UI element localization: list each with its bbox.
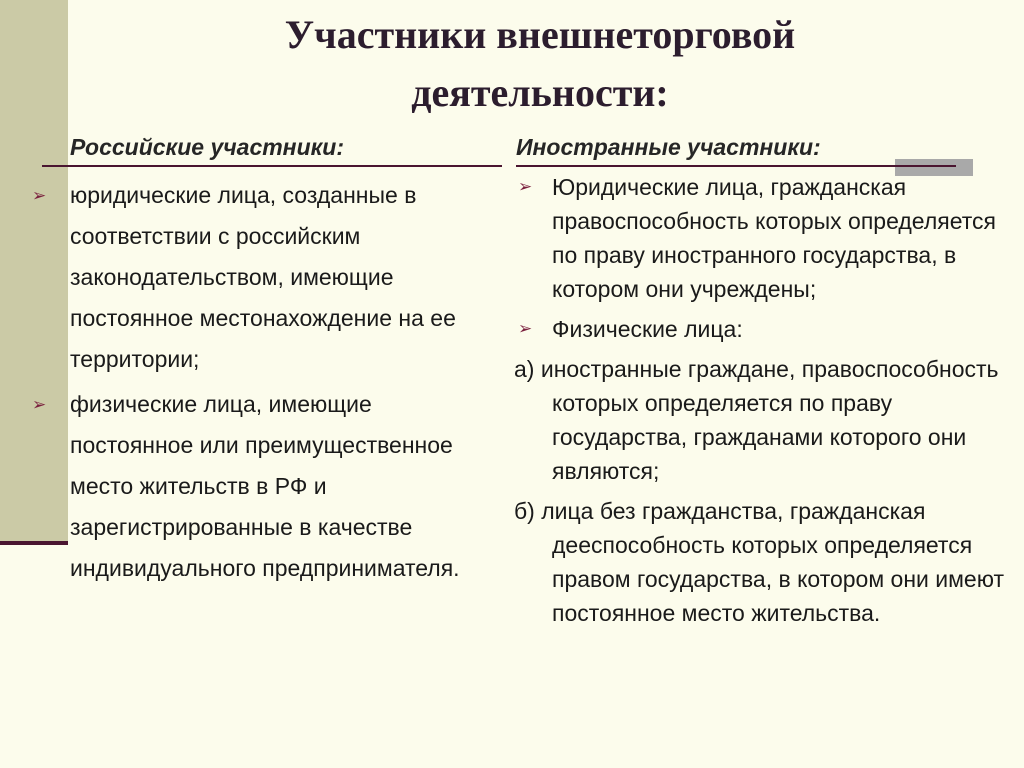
slide-title bbox=[150, 6, 930, 122]
russian-participants-heading: Российские участники: bbox=[70, 134, 344, 160]
list-item-text: а) иностранные граждане, правоспособность которых определяется по праву государства, гражданами которого они являются; bbox=[514, 356, 999, 484]
list-item bbox=[30, 175, 500, 380]
list-item bbox=[514, 494, 1014, 630]
list-item-text: юридические лица, созданные в соответствии с российским законодательством, имеющие постоянное местонахождение на ее территории; bbox=[70, 182, 456, 372]
arrow-bullet-icon: ➢ bbox=[518, 177, 533, 196]
foreign-participants-heading: Иностранные участники: bbox=[516, 134, 821, 160]
foreign-participants-list bbox=[514, 170, 1014, 636]
list-item-text: Физические лица: bbox=[552, 316, 743, 342]
list-item-text: физические лица, имеющие постоянное или преимущественное место жительств в РФ и зарегистрированные в качестве индивидуального предпринимателя. bbox=[70, 391, 460, 581]
arrow-bullet-icon: ➢ bbox=[32, 186, 47, 205]
arrow-bullet-icon: ➢ bbox=[32, 395, 47, 414]
list-item-text: б) лица без гражданства, гражданская дееспособность которых определяется правом государства, в котором они имеют постоянное место жительства. bbox=[514, 498, 1005, 626]
left-heading-rule bbox=[42, 165, 502, 167]
title-line-2: деятельности: bbox=[411, 70, 669, 115]
list-item bbox=[514, 312, 1014, 346]
title-line-1: Участники внешнеторговой bbox=[284, 12, 796, 57]
arrow-bullet-icon: ➢ bbox=[518, 319, 533, 338]
right-heading-rule bbox=[516, 165, 956, 167]
list-item bbox=[30, 384, 500, 589]
list-item bbox=[514, 170, 1014, 306]
list-item-text: Юридические лица, гражданская правоспособность которых определяется по праву иностранного государства, в котором они учреждены; bbox=[552, 174, 996, 302]
russian-participants-list bbox=[30, 175, 500, 593]
list-item bbox=[514, 352, 1014, 488]
